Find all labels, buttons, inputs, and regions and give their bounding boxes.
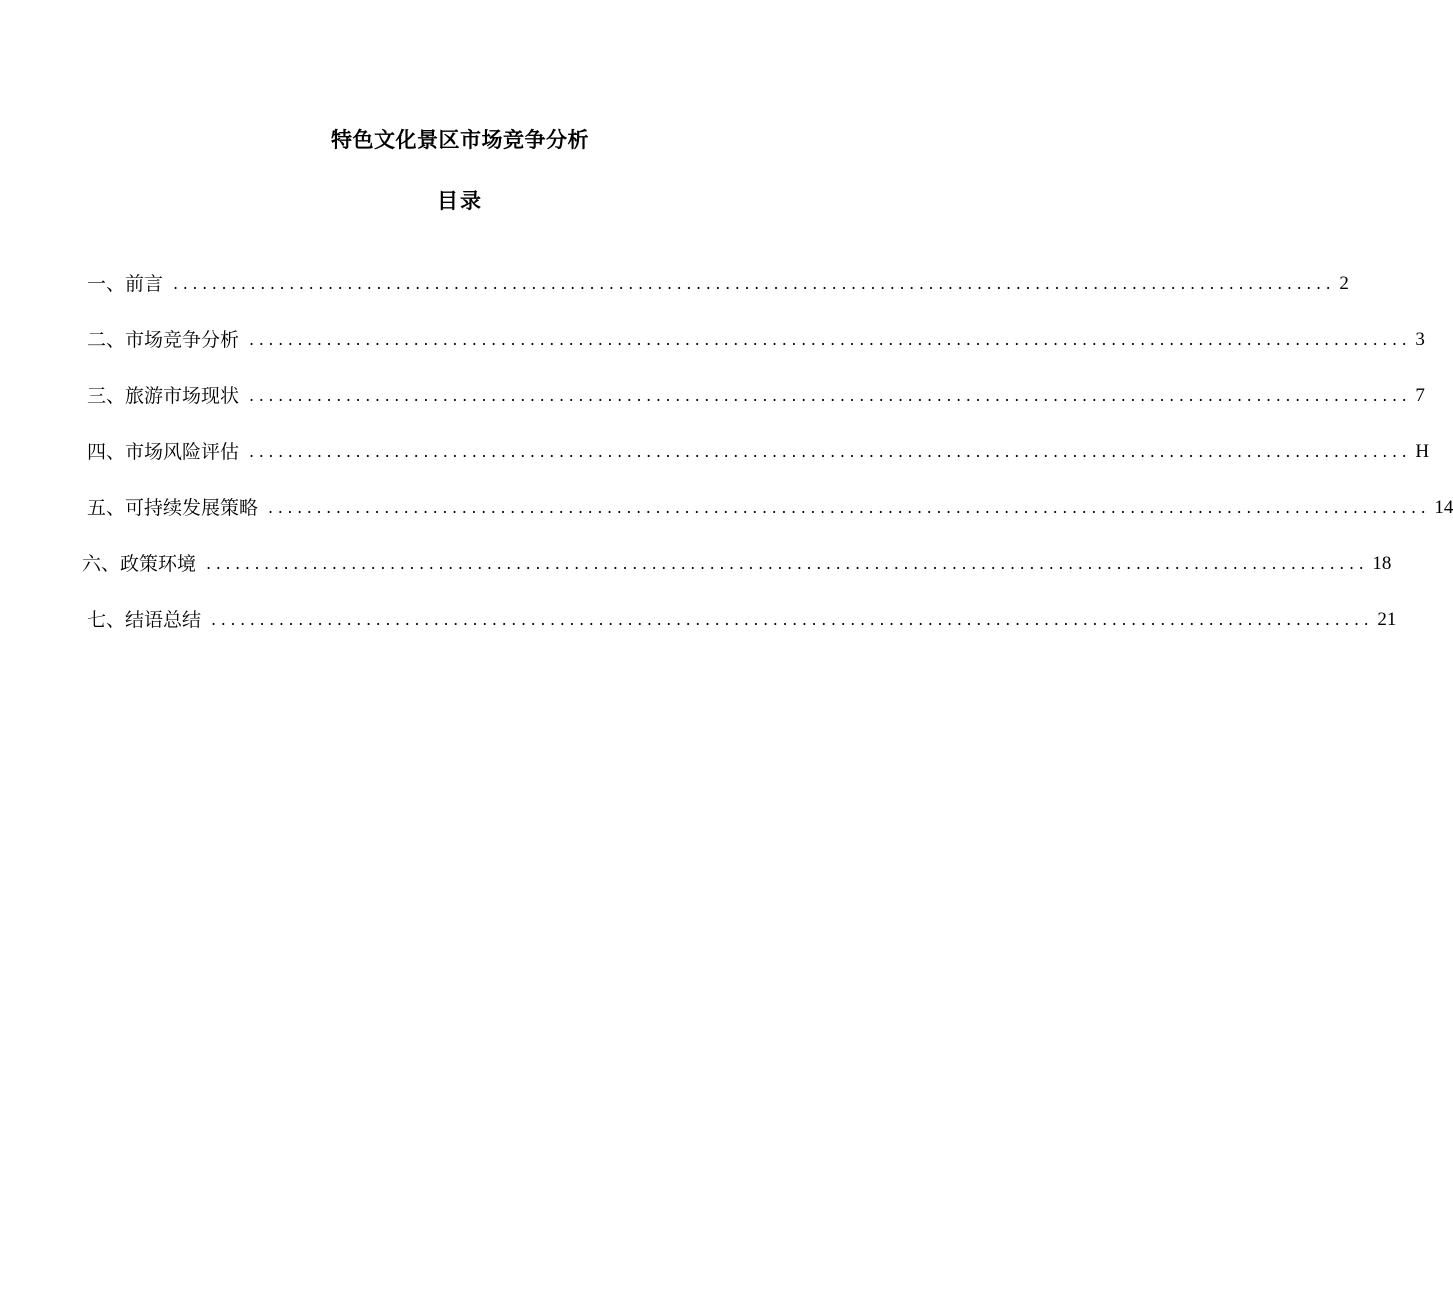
toc-item-label: 四、市场风险评估 — [87, 441, 240, 463]
toc-item-conclusion[interactable] — [87, 576, 1397, 632]
toc-item-label: 六、政策环境 — [82, 553, 197, 575]
toc-item-page: H — [1415, 441, 1430, 462]
toc-dot-leader: ........................................................................................................................ — [206, 554, 1369, 573]
toc-item-label: 三、旅游市场现状 — [87, 385, 240, 407]
toc-dot-leader: ........................................................................................................................ — [249, 330, 1412, 349]
toc-item-page: 18 — [1372, 553, 1392, 574]
toc-dot-leader: ........................................................................................................................ — [211, 610, 1374, 629]
toc-item-page: 14 — [1434, 497, 1453, 518]
toc-item-label: 七、结语总结 — [87, 609, 202, 631]
toc-dot-leader: ........................................................................................................................ — [249, 386, 1412, 405]
toc-item-policy[interactable] — [82, 520, 1392, 576]
toc-item-label: 二、市场竞争分析 — [87, 329, 240, 351]
table-of-contents — [82, 240, 1453, 632]
toc-item-label: 五、可持续发展策略 — [87, 497, 259, 519]
toc-item-label: 一、前言 — [87, 273, 164, 295]
toc-item-risk-assessment[interactable] — [87, 408, 1430, 464]
toc-item-page: 21 — [1377, 609, 1397, 630]
toc-dot-leader: ........................................................................................................................ — [173, 274, 1336, 293]
toc-item-market-competition[interactable] — [87, 296, 1425, 352]
toc-item-sustainability[interactable] — [87, 464, 1453, 520]
toc-heading: 目录 — [437, 188, 483, 213]
document-title: 特色文化景区市场竞争分析 — [331, 127, 589, 152]
toc-item-page: 7 — [1415, 385, 1425, 406]
toc-dot-leader: ........................................................................................................................ — [249, 442, 1412, 461]
toc-item-page: 2 — [1339, 273, 1349, 294]
toc-item-page: 3 — [1415, 329, 1425, 350]
toc-dot-leader: ........................................................................................................................ — [268, 498, 1431, 517]
toc-item-tourism-status[interactable] — [87, 352, 1425, 408]
toc-item-preface[interactable] — [87, 240, 1349, 296]
